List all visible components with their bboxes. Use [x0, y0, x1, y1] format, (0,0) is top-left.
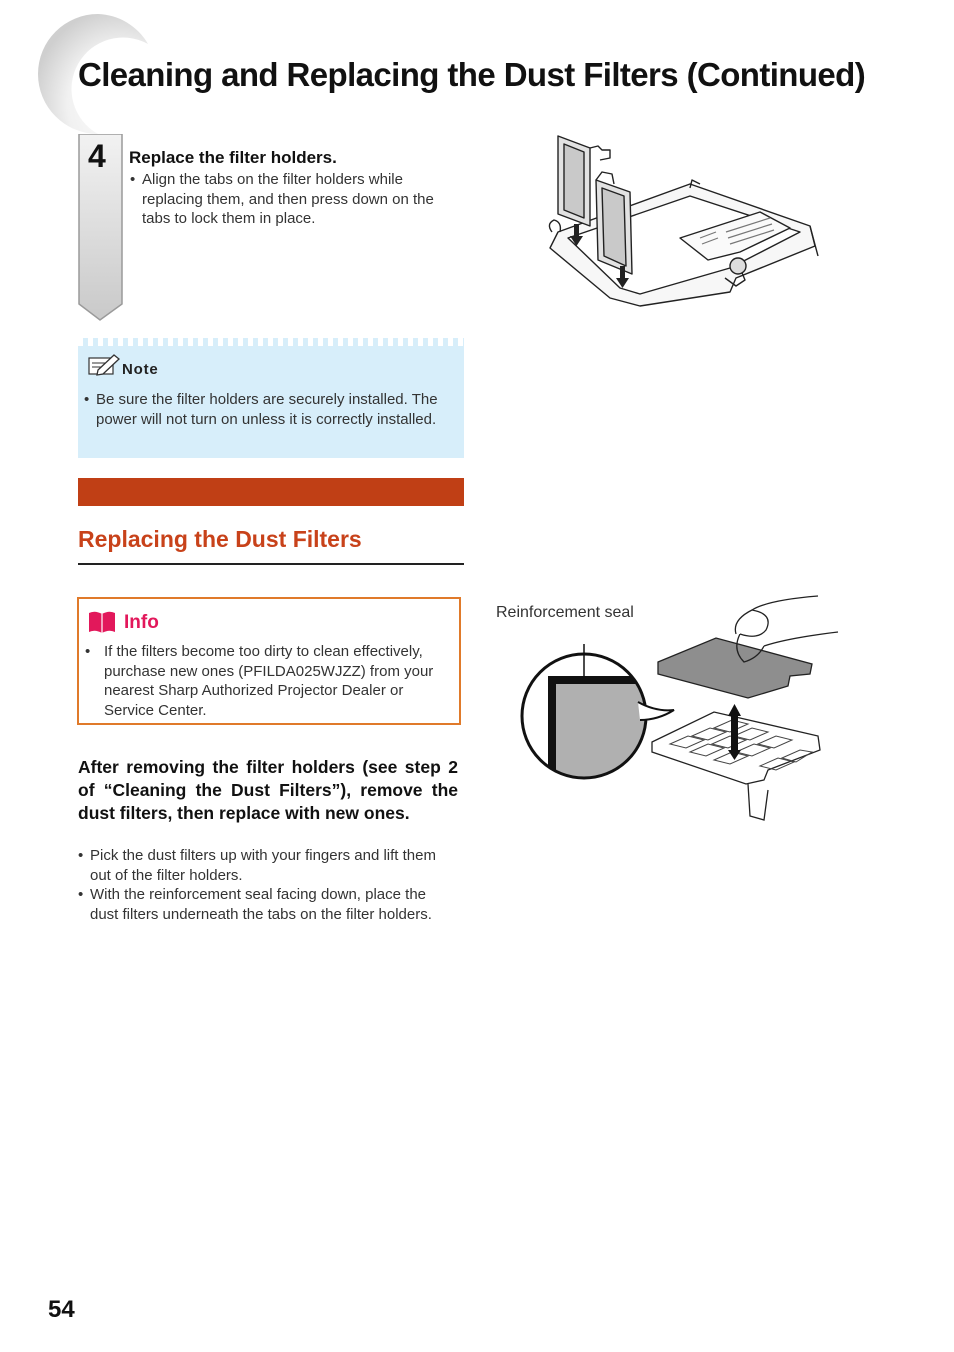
step-heading: Replace the filter holders.: [129, 148, 337, 167]
filter-holder-installation-illustration: [540, 128, 830, 318]
instruction-bullet: • Pick the dust filters up with your fingers and lift them out of the filter holders.: [78, 846, 458, 885]
instruction-heading: After removing the filter holders (see step 2 of “Cleaning the Dust Filters”), remove the dust filters, then replace with new ones.: [78, 757, 458, 823]
info-bullet-list: [85, 642, 457, 720]
step-bullet-list: [130, 170, 458, 229]
note-bullet: • Be sure the filter holders are securely installed. The power will not turn on unless it is correctly installed.: [84, 390, 456, 429]
info-bullet: • If the filters become too dirty to clean effectively, purchase new ones (PFILDA025WJZZ) from your nearest Sharp Authorized Projector Dealer or Service Center.: [85, 642, 457, 720]
dust-filter-replacement-illustration: [518, 590, 848, 830]
step-number: 4: [88, 138, 106, 174]
section-title: Replacing the Dust Filters: [78, 526, 362, 552]
page-number: 54: [48, 1296, 75, 1323]
section-color-bar: [78, 478, 464, 506]
reinforcement-seal-caption: Reinforcement seal: [496, 604, 634, 621]
page-title: Cleaning and Replacing the Dust Filters (Continued): [78, 56, 866, 93]
open-book-icon: [87, 609, 117, 635]
info-box: [77, 597, 461, 725]
section-divider: [78, 563, 464, 565]
note-box: [78, 338, 464, 458]
pencil-note-icon: [86, 352, 122, 378]
step-bullet: • Align the tabs on the filter holders while replacing them, and then press down on the tabs to lock them in place.: [130, 170, 458, 229]
info-label: Info: [124, 612, 159, 633]
instruction-bullet-list: [78, 846, 458, 924]
perforated-edge: [78, 338, 464, 346]
note-label: Note: [122, 361, 159, 378]
instruction-bullet: • With the reinforcement seal facing down, place the dust filters underneath the tabs on the filter holders.: [78, 885, 458, 924]
note-bullet-list: [84, 390, 456, 429]
